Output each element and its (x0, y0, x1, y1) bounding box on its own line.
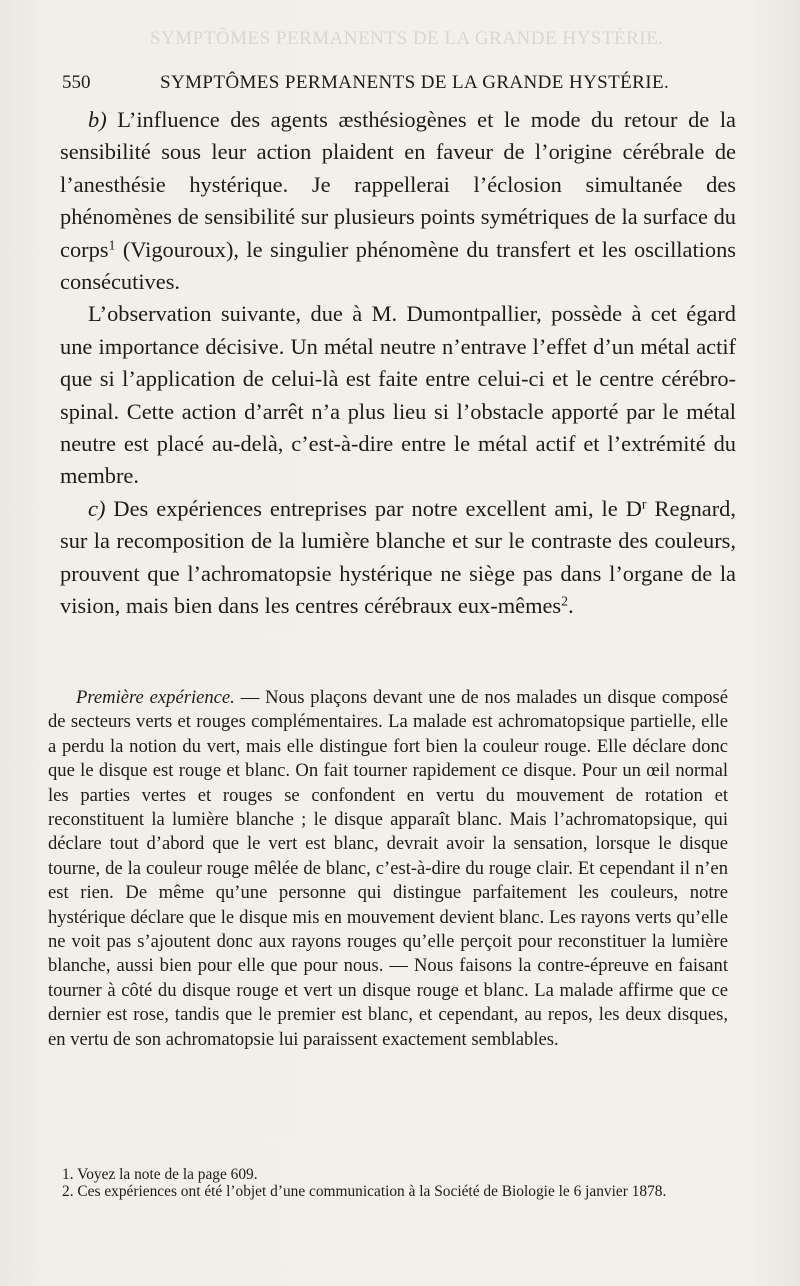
paragraph-observation: L’observation suivante, due à M. Dumontpallier, possède à cet égard une importance décisive. Un métal neutre n’entrave l’effet d’un métal actif que si l’application de celui-là est faite entre celui-ci et le centre cérébro-spinal. Cette action d’arrêt n’a plus lieu si l’obstacle apporté par le métal neutre est placé au-delà, c’est-à-dire entre le métal actif et l’extrémité du membre. (60, 301, 736, 489)
page-number: 550 (62, 72, 91, 93)
experiment-title: Première expérience. (76, 687, 235, 708)
experiment-paragraph (48, 686, 728, 1052)
paragraph-c-text-a: Des expériences entreprises par notre excellent ami, le D (105, 495, 642, 521)
doctor-abbrev-sup: r (641, 497, 647, 513)
experiment-section (48, 686, 728, 1052)
paragraph-b-text-a: L’influence des agents æsthésiogènes et le mode du retour de la sensibilité sous leur action plaident en faveur de l’origine cérébrale de l’anesthésie hystérique. Je rappellerai l’éclosion simultanée des phénomènes de sensibilité sur plusieurs points symétriques de la surface du corps (60, 107, 736, 262)
paragraph-b (60, 104, 736, 298)
footnote-1: 1. Voyez la note de la page 609. (62, 1166, 258, 1183)
footnotes (50, 1166, 726, 1200)
running-title: SYMPTÔMES PERMANENTS DE LA GRANDE HYSTÉRIE. (160, 72, 670, 93)
footnote-ref-1[interactable]: 1 (108, 238, 116, 253)
footnote-2: 2. Ces expériences ont été l’objet d’une communication à la Société de Biologie le 6 janvier 1878. (62, 1183, 667, 1200)
experiment-text: — Nous plaçons devant une de nos malades un disque composé de secteurs verts et rouges complémentaires. La malade est achromatopsique partielle, elle a perdu la notion du vert, mais elle distingue fort bien la couleur rouge. Elle déclare donc que le disque est rouge et blanc. On fait tourner rapidement ce disque. Pour un œil normal les parties vertes et rouges se confondent en vertu du mouvement de rotation et reconstituent la lumière blanche ; le disque apparaît blanc. Mais l’achromatopsique, qui déclare tout d’abord que le vert est blanc, devrait avoir la sensation, lorsque le disque tourne, de la couleur rouge mêlée de blanc, c’est-à-dire du rouge clair. Et cependant il n’en est rien. De même qu’une personne qui distingue parfaitement les couleurs, notre hystérique déclare que le disque mis en mouvement devient blanc. Les rayons verts qu’elle ne voit pas s’ajoutent donc aux rayons rouges qu’elle perçoit pour reconstituer la lumière blanche, aussi bien pour elle que pour nous. — Nous faisons la contre-épreuve en faisant tourner à côté du disque rouge et vert un disque rouge et blanc. La malade affirme que ce dernier est rose, tandis que le premier est blanc, et cependant, au repos, les deux disques, en vertu de son achromatopsie lui paraissent exactement semblables. (48, 687, 728, 1050)
paragraph-c-text-b: Regnard, sur la recomposition de la lumière blanche et sur le contraste des couleurs, prouvent que l’achromatopsie hystérique ne siège pas dans l’organe de la vision, mais bien dans les centres cérébraux eux-mêmes (60, 495, 736, 619)
paragraph-b-text-b: (Vigouroux), le singulier phénomène du transfert et les oscillations consécutives. (60, 236, 736, 295)
running-header (62, 72, 742, 98)
paragraph-c (60, 493, 736, 623)
paragraph-c-text-c: . (568, 593, 574, 619)
bleed-through-heading: SYMPTÔMES PERMANENTS DE LA GRANDE HYSTÉRIE. (150, 28, 664, 49)
footnote-ref-2[interactable]: 2 (561, 594, 569, 610)
paragraph-b-marker: b) (88, 107, 107, 132)
paragraph-c-marker: c) (88, 495, 106, 521)
main-text (60, 104, 736, 623)
